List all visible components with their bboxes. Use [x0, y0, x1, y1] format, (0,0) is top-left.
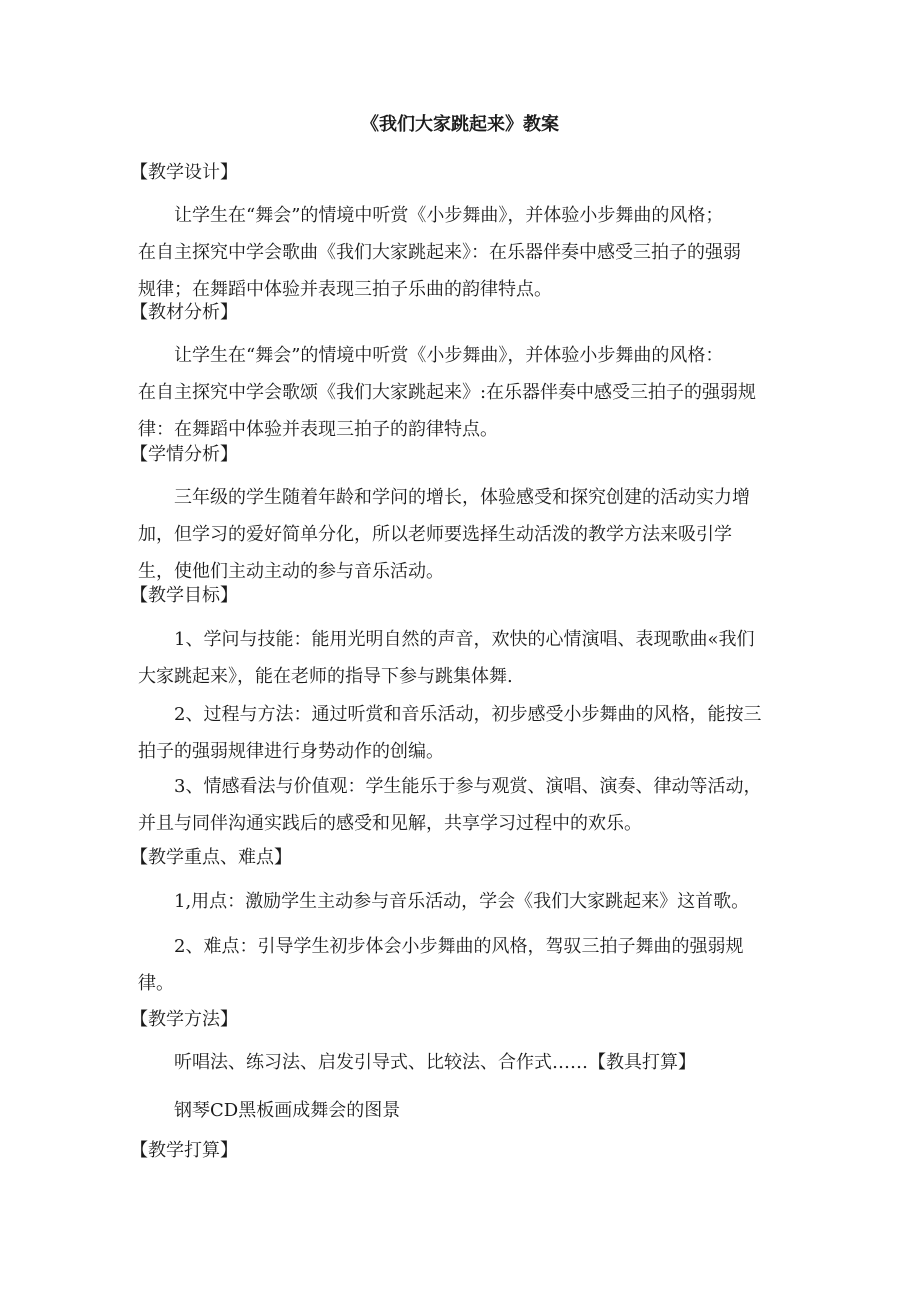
text-line: 并且与同伴沟通实践后的感受和见解，共享学习过程中的欢乐。	[138, 813, 642, 834]
text-line: 拍子的强弱规律进行身势动作的创编。	[138, 741, 444, 762]
text-line: 律。	[138, 973, 174, 994]
goal-process-methods	[138, 696, 788, 770]
text-line: 在自主探究中学会歌曲《我们大家跳起来》：在乐器伴奏中感受三拍子的强弱	[138, 242, 741, 263]
heading-key-points: 【教学重点、难点】	[130, 847, 292, 868]
text-line: 让学生在“舞会”的情境中听赏《小步舞曲》，并体验小步舞曲的风格：	[174, 345, 724, 366]
text-line: 生，使他们主动主动的参与音乐活动。	[138, 561, 444, 582]
paragraph-teaching-design	[138, 197, 788, 308]
paragraph-teaching-methods	[138, 1044, 788, 1081]
goal-knowledge-skills	[138, 621, 788, 695]
keypoint-focus	[138, 883, 788, 920]
text-line: 钢琴CD黑板画成舞会的图景	[174, 1100, 401, 1121]
text-line: 3、情感看法与价值观：学生能乐于参与观赏、演唱、演奏、律动等活动，	[174, 776, 762, 797]
text-line: 律：在舞蹈中体验并表现三拍子的韵律特点。	[138, 419, 498, 440]
text-line: 三年级的学生随着年龄和学问的增长，体验感受和探究创建的活动实力增	[174, 487, 750, 508]
heading-learner-analysis: 【学情分析】	[130, 444, 238, 465]
heading-teaching-methods: 【教学方法】	[130, 1009, 238, 1030]
text-line: 规律；在舞蹈中体验并表现三拍子乐曲的韵律特点。	[138, 279, 552, 300]
text-line: 让学生在“舞会”的情境中听赏《小步舞曲》，并体验小步舞曲的风格；	[174, 205, 724, 226]
goal-emotion-values	[138, 768, 788, 842]
heading-material-analysis: 【教材分析】	[130, 302, 238, 323]
text-line: 2、难点：引导学生初步体会小步舞曲的风格，驾驭三拍子舞曲的强弱规	[174, 936, 744, 957]
page-title: 《我们大家跳起来》教案	[361, 114, 559, 135]
text-line: 听唱法、练习法、启发引导式、比较法、合作式……【教具打算】	[174, 1052, 696, 1073]
heading-teaching-design: 【教学设计】	[130, 162, 238, 183]
keypoint-difficulty	[138, 928, 788, 1002]
heading-teaching-goals: 【教学目标】	[130, 585, 238, 606]
paragraph-learner-analysis	[138, 479, 788, 590]
text-line: 1、学问与技能：能用光明自然的声音，欢快的心情演唱、表现歌曲«我们	[174, 629, 755, 650]
text-line: 大家跳起来》，能在老师的指导下参与跳集体舞.	[138, 666, 513, 687]
text-line: 加，但学习的爱好简单分化，所以老师要选择生动活泼的教学方法来吸引学	[138, 524, 732, 545]
paragraph-material-analysis	[138, 337, 788, 448]
paragraph-teaching-tools	[138, 1092, 788, 1129]
text-line: 1,用点：激励学生主动参与音乐活动，学会《我们大家跳起来》这首歌。	[174, 891, 750, 912]
heading-teaching-plan: 【教学打算】	[130, 1140, 238, 1161]
text-line: 在自主探究中学会歌颂《我们大家跳起来》:在乐器伴奏中感受三拍子的强弱规	[138, 382, 757, 403]
text-line: 2、过程与方法：通过听赏和音乐活动，初步感受小步舞曲的风格，能按三	[174, 704, 762, 725]
